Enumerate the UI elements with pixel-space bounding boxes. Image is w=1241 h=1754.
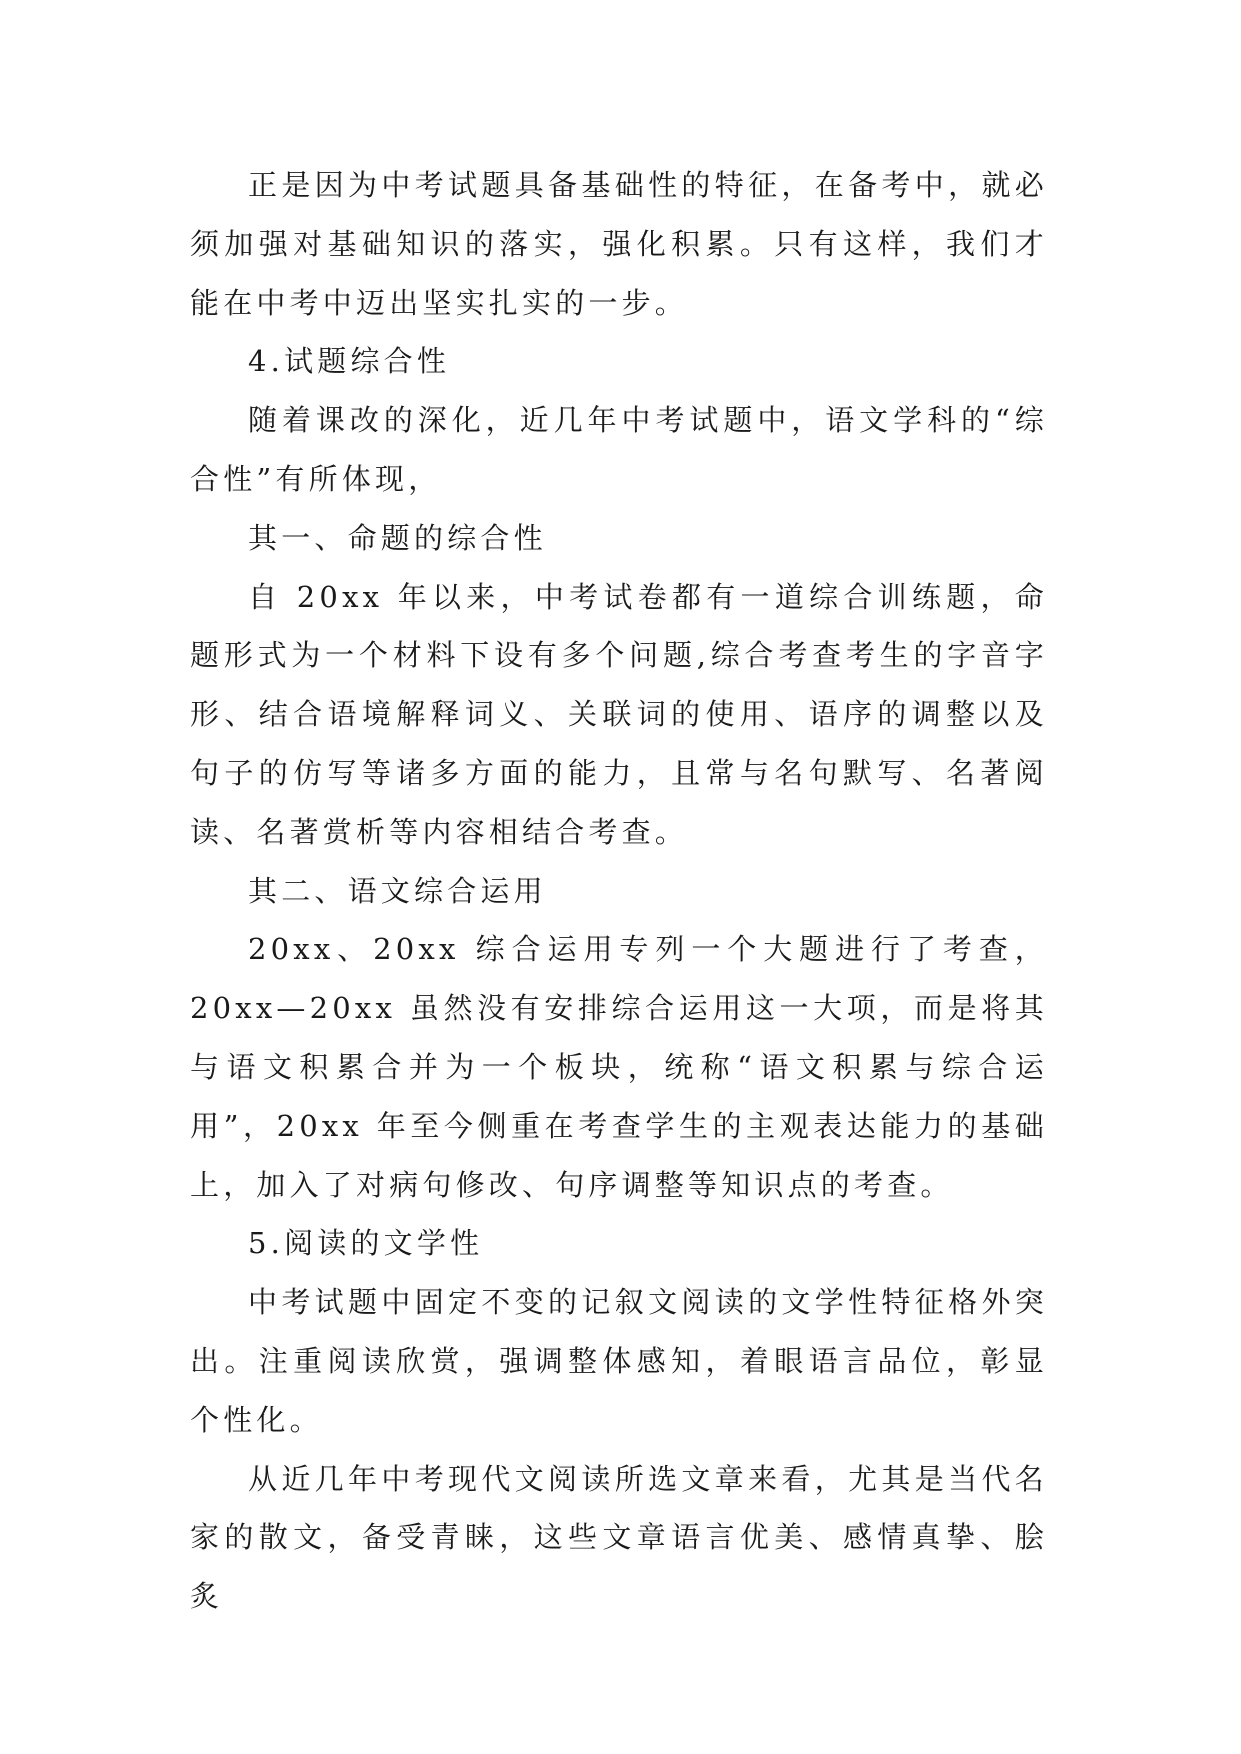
paragraph-basics-summary: 正是因为中考试题具备基础性的特征，在备考中，就必须加强对基础知识的落实，强化积累。只有这样，我们才能在中考中迈出坚实扎实的一步。: [190, 168, 1048, 320]
paragraph-language-application: 20xx、20xx 综合运用专列一个大题进行了考查，20xx—20xx 虽然没有安排综合运用这一大项，而是将其与语文积累合并为一个板块，统称“语文积累与综合运用”，20xx 年至今侧重在考查学生的主观表达能力的基础上，加入了对病句修改、句序调整等知识点的考查。: [190, 932, 1048, 1202]
paragraph-question-comprehensive: 自 20xx 年以来，中考试卷都有一道综合训练题，命题形式为一个材料下设有多个问题,综合考查考生的字音字形、结合语境解释词义、关联词的使用、语序的调整以及句子的仿写等诸多方面的能力，且常与名句默写、名著阅读、名著赏析等内容相结合考查。: [190, 579, 1048, 849]
subheading-question-comprehensive: 其一、命题的综合性: [248, 520, 547, 555]
section-heading-literary-reading: 5.阅读的文学性: [248, 1226, 484, 1261]
subheading-language-application: 其二、语文综合运用: [248, 873, 547, 908]
section-heading-comprehensive: 4.试题综合性: [248, 344, 451, 379]
paragraph-literary-reading: 中考试题中固定不变的记叙文阅读的文学性特征格外突出。注重阅读欣赏，强调整体感知，着眼语言品位，彰显个性化。: [190, 1285, 1048, 1437]
paragraph-modern-prose: 从近几年中考现代文阅读所选文章来看，尤其是当代名家的散文，备受青睐，这些文章语言优美、感情真挚、脍炙: [190, 1461, 1048, 1614]
document-body: [190, 156, 1048, 1626]
paragraph-comprehensive-intro: 随着课改的深化，近几年中考试题中，语文学科的“综合性”有所体现，: [190, 403, 1048, 496]
